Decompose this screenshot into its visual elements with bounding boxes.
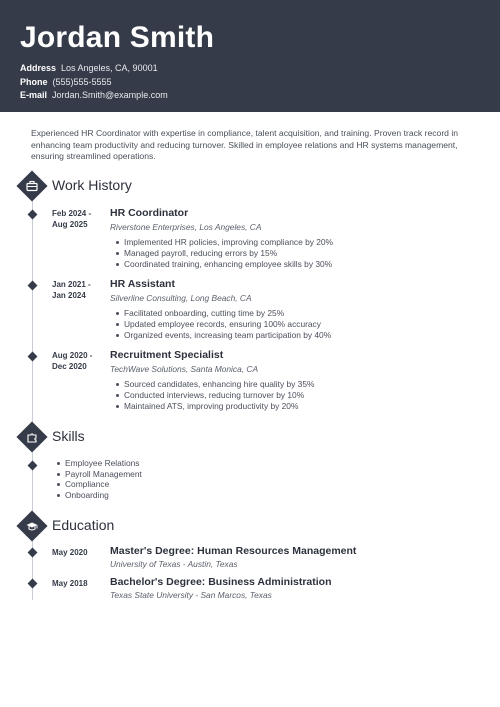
work-history-section-icon	[18, 172, 46, 200]
education-degree: Master's Degree: Human Resources Management	[110, 545, 357, 557]
job-company: Riverstone Enterprises, Los Angeles, CA	[110, 222, 262, 232]
job-company: TechWave Solutions, Santa Monica, CA	[110, 364, 259, 374]
job-bullet: Maintained ATS, improving productivity by 20%	[124, 401, 314, 412]
education-degree: Bachelor's Degree: Business Administration	[110, 576, 332, 588]
job-date	[52, 350, 108, 372]
skill-item: Employee Relations	[65, 458, 142, 469]
candidate-name: Jordan Smith	[20, 21, 215, 54]
skill-item: Onboarding	[65, 490, 142, 501]
job-bullet: Managed payroll, reducing errors by 15%	[124, 248, 333, 259]
education-title: Education	[52, 517, 115, 533]
email-label: E-mail	[20, 90, 48, 100]
skills-section-icon	[18, 423, 46, 451]
skill-item: Compliance	[65, 479, 142, 490]
email-value: Jordan.Smith@example.com	[52, 90, 168, 100]
timeline-marker	[28, 579, 38, 589]
timeline-marker	[28, 281, 38, 291]
job-bullet: Facilitated onboarding, cutting time by 25%	[124, 308, 331, 319]
job-bullet: Implemented HR policies, improving compliance by 20%	[124, 237, 334, 247]
job-date	[52, 279, 108, 301]
skill-item: Payroll Management	[65, 468, 142, 479]
education-date: May 2018	[52, 579, 88, 588]
address-row	[20, 62, 480, 76]
puzzle-icon	[25, 430, 39, 444]
education-section-icon	[18, 512, 46, 540]
job-bullets	[124, 379, 314, 411]
professional-summary: Experienced HR Coordinator with expertise in compliance, talent acquisition, and training. Proven track record in enhancing team productivity and reducing turnover. Skilled in employee relations and HR systems management, ensuring streamlined operations.	[31, 128, 459, 162]
timeline-marker	[28, 210, 38, 220]
graduation-cap-icon	[25, 519, 39, 533]
email-row	[20, 89, 480, 103]
job-bullets	[124, 237, 333, 269]
resume-header	[0, 0, 500, 112]
job-bullet: Conducted interviews, reducing turnover by 10%	[124, 390, 314, 401]
timeline-marker	[28, 352, 38, 362]
job-date-end: Dec 2020	[52, 362, 87, 371]
briefcase-icon	[25, 179, 39, 193]
address-label: Address	[20, 63, 57, 73]
job-bullets	[124, 308, 331, 340]
phone-value: (555)555-5555	[52, 76, 112, 87]
education-school: Texas State University - San Marcos, Texas	[110, 590, 272, 600]
job-date	[52, 208, 108, 230]
job-date-start: Aug 2020 -	[52, 351, 93, 360]
job-bullet: Updated employee records, ensuring 100% accuracy	[124, 319, 331, 330]
job-bullet: Organized events, increasing team participation by 40%	[124, 329, 332, 340]
address-value: Los Angeles, CA, 90001	[61, 63, 158, 73]
job-company: Silverline Consulting, Long Beach, CA	[110, 293, 252, 303]
job-title: Recruitment Specialist	[110, 349, 224, 361]
timeline-marker	[28, 548, 38, 558]
timeline-marker	[28, 461, 38, 471]
skills-list	[65, 458, 142, 500]
job-title: HR Coordinator	[110, 207, 189, 219]
skills-title: Skills	[52, 428, 85, 444]
work-history-title: Work History	[52, 177, 132, 193]
education-date: May 2020	[52, 548, 88, 557]
job-date-end: Aug 2025	[52, 220, 88, 229]
job-date-start: Jan 2021 -	[52, 280, 91, 289]
job-bullet: Coordinated training, enhancing employee skills by 30%	[124, 258, 333, 269]
education-school: University of Texas - Austin, Texas	[110, 559, 238, 569]
phone-row	[20, 76, 480, 90]
job-title: HR Assistant	[110, 278, 175, 290]
job-bullet: Sourced candidates, enhancing hire quality by 35%	[124, 379, 315, 389]
contact-info	[20, 62, 480, 103]
phone-label: Phone	[20, 76, 48, 87]
job-date-start: Feb 2024 -	[52, 209, 92, 218]
job-date-end: Jan 2024	[52, 291, 86, 300]
